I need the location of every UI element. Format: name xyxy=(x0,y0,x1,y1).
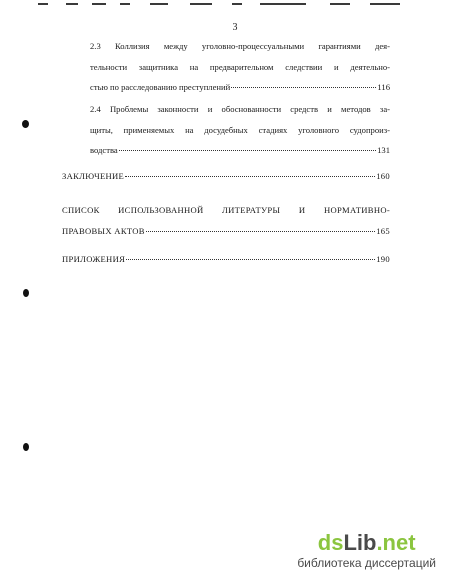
dot-leader xyxy=(146,231,375,232)
scan-blot xyxy=(23,289,29,297)
scan-blot xyxy=(23,443,29,451)
toc-entry-conclusion xyxy=(62,166,390,187)
toc-entry-line: щиты, применяемых на досудебных стадиях уголовного судопроиз- xyxy=(90,124,390,135)
scan-mark xyxy=(232,3,242,5)
toc-entry-line: тельности защитника на предварительном следствии и деятельно- xyxy=(90,61,390,72)
scan-mark xyxy=(370,3,400,5)
toc-entry-2-4 xyxy=(90,99,390,161)
scan-mark xyxy=(330,3,350,5)
toc-entry-title: ЗАКЛЮЧЕНИЕ xyxy=(62,171,125,181)
toc-entry-appendices xyxy=(62,249,390,270)
scan-mark xyxy=(150,3,168,5)
logo-ds: ds xyxy=(317,530,344,555)
scan-mark xyxy=(260,3,306,5)
scan-mark xyxy=(66,3,78,5)
scan-top-artifacts xyxy=(0,0,450,8)
toc-entry-last-line xyxy=(62,166,390,187)
toc-entry-2-3 xyxy=(90,36,390,98)
toc-entry-line: 2.3 Коллизия между уголовно-процессуальными гарантиями дея- xyxy=(90,41,390,51)
dot-leader xyxy=(231,87,376,88)
toc-page-number: 165 xyxy=(376,225,390,236)
dot-leader xyxy=(126,259,375,260)
toc-page-number: 131 xyxy=(377,145,390,155)
watermark-subtitle: библиотека диссертаций xyxy=(297,556,436,570)
scan-mark xyxy=(38,3,48,5)
toc-entry-title: ПРАВОВЫХ АКТОВ xyxy=(62,225,145,236)
toc-page-number: 116 xyxy=(377,82,390,92)
dslib-logo xyxy=(297,532,436,554)
dslib-watermark xyxy=(297,532,436,570)
logo-net: .net xyxy=(376,530,416,555)
scan-blot xyxy=(22,120,29,128)
dot-leader xyxy=(125,176,375,177)
toc-page-number: 160 xyxy=(376,171,390,181)
toc-entry-bibliography xyxy=(62,200,390,241)
toc-entry-last-line xyxy=(62,249,390,270)
page-number: 3 xyxy=(232,22,238,33)
toc-page-number: 190 xyxy=(376,254,390,264)
toc-entry-last-line xyxy=(62,221,390,242)
toc-entry-last-line xyxy=(90,140,390,161)
toc-entry-line: СПИСОК ИСПОЛЬЗОВАННОЙ ЛИТЕРАТУРЫ И НОРМАТИВНО- xyxy=(62,205,390,215)
toc-entry-line: 2.4 Проблемы законности и обоснованности средств и методов за- xyxy=(90,104,390,114)
toc-entry-line: водства xyxy=(90,145,118,155)
logo-lib: Lib xyxy=(343,530,377,555)
dot-leader xyxy=(119,150,376,151)
scan-mark xyxy=(92,3,106,5)
toc-entry-line: стью по расследованию преступлений xyxy=(90,82,231,92)
toc-entry-last-line xyxy=(90,77,390,98)
scan-mark xyxy=(190,3,212,5)
scan-mark xyxy=(120,3,130,5)
toc-entry-title: ПРИЛОЖЕНИЯ xyxy=(62,254,126,264)
